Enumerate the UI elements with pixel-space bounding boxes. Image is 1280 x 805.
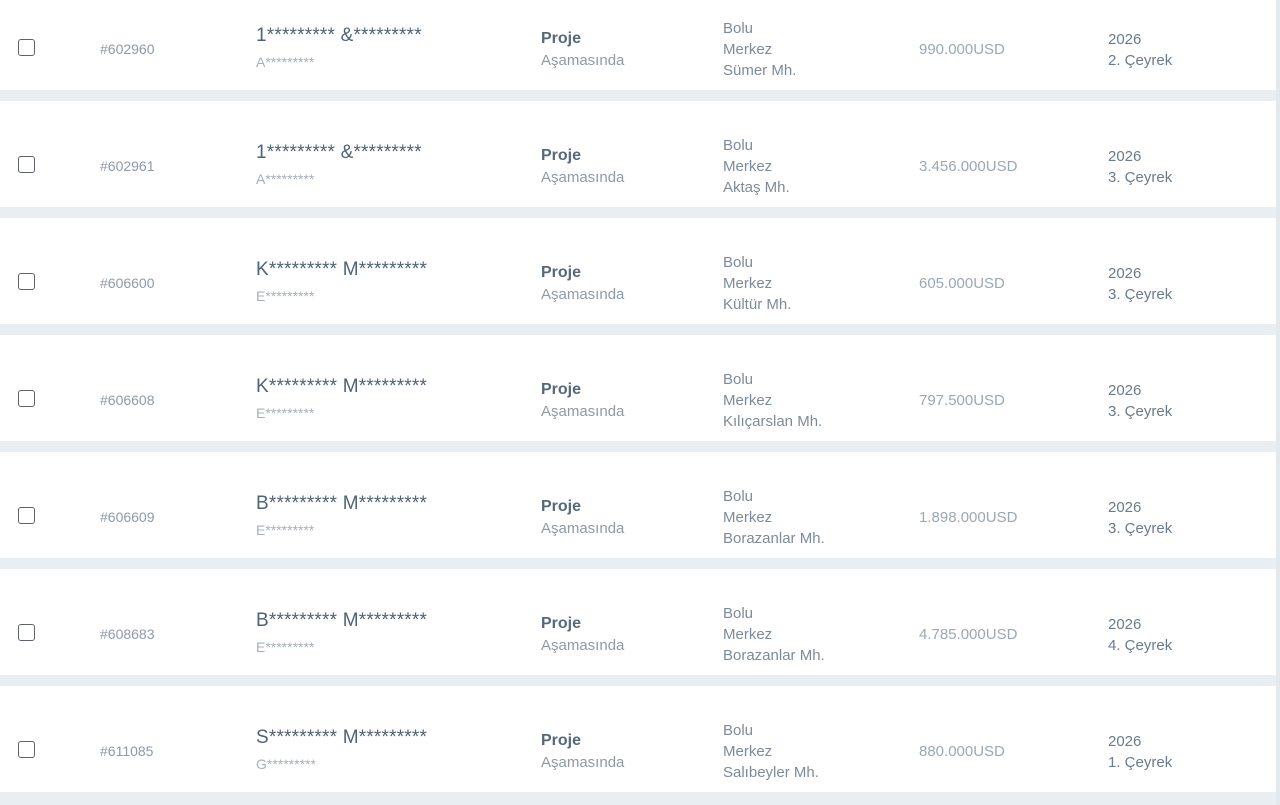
- price: 3.456.000USD: [919, 158, 1018, 175]
- status-label: Proje: [541, 264, 582, 281]
- row-select-checkbox[interactable]: [18, 39, 35, 56]
- price: 880.000USD: [919, 743, 1005, 760]
- price: 4.785.000USD: [919, 626, 1018, 643]
- location-district: Merkez: [723, 275, 773, 292]
- delivery-year: 2026: [1108, 733, 1142, 750]
- table-row[interactable]: [0, 686, 1276, 803]
- location-neighborhood: Sümer Mh.: [723, 62, 797, 79]
- row-divider: [0, 675, 1276, 686]
- table-row[interactable]: [0, 218, 1276, 335]
- table-row[interactable]: [0, 0, 1276, 101]
- row-select-checkbox[interactable]: [18, 507, 35, 524]
- project-name[interactable]: S********* M*********: [256, 727, 428, 748]
- location-district: Merkez: [723, 743, 773, 760]
- listing-id: #606609: [100, 509, 155, 525]
- listing-id: #602961: [100, 158, 155, 174]
- developer-name: E*********: [256, 288, 315, 304]
- delivery-year: 2026: [1108, 148, 1142, 165]
- location-neighborhood: Aktaş Mh.: [723, 179, 790, 196]
- location-city: Bolu: [723, 137, 754, 154]
- row-card: [0, 452, 1276, 558]
- table-row[interactable]: [0, 569, 1276, 686]
- status-detail: Aşamasında: [541, 637, 625, 654]
- developer-name: G*********: [256, 756, 316, 772]
- location-neighborhood: Borazanlar Mh.: [723, 530, 825, 547]
- listing-id: #611085: [100, 743, 154, 759]
- scrollbar-track[interactable]: [1276, 0, 1280, 805]
- delivery-year: 2026: [1108, 265, 1142, 282]
- row-select-checkbox[interactable]: [18, 156, 35, 173]
- delivery-year: 2026: [1108, 31, 1142, 48]
- developer-name: E*********: [256, 405, 315, 421]
- row-card: [0, 686, 1276, 792]
- location-neighborhood: Kültür Mh.: [723, 296, 792, 313]
- status-detail: Aşamasında: [541, 286, 625, 303]
- location-district: Merkez: [723, 158, 773, 175]
- row-divider: [0, 558, 1276, 569]
- delivery-quarter: 4. Çeyrek: [1108, 637, 1173, 654]
- status-detail: Aşamasında: [541, 403, 625, 420]
- status-detail: Aşamasında: [541, 52, 625, 69]
- row-select-checkbox[interactable]: [18, 624, 35, 641]
- row-divider: [0, 207, 1276, 218]
- listing-id: #602960: [100, 41, 155, 57]
- row-divider: [0, 324, 1276, 335]
- row-divider: [0, 441, 1276, 452]
- delivery-quarter: 1. Çeyrek: [1108, 754, 1173, 771]
- delivery-year: 2026: [1108, 382, 1142, 399]
- price: 1.898.000USD: [919, 509, 1018, 526]
- delivery-year: 2026: [1108, 616, 1142, 633]
- location-district: Merkez: [723, 392, 773, 409]
- status-label: Proje: [541, 732, 582, 749]
- location-district: Merkez: [723, 626, 773, 643]
- location-neighborhood: Borazanlar Mh.: [723, 647, 825, 664]
- location-district: Merkez: [723, 41, 773, 58]
- developer-name: E*********: [256, 639, 315, 655]
- row-card: [0, 335, 1276, 441]
- status-label: Proje: [541, 498, 582, 515]
- table-row[interactable]: [0, 335, 1276, 452]
- status-label: Proje: [541, 381, 582, 398]
- row-divider: [0, 90, 1276, 101]
- status-label: Proje: [541, 615, 582, 632]
- status-detail: Aşamasında: [541, 169, 625, 186]
- location-neighborhood: Salıbeyler Mh.: [723, 764, 819, 781]
- delivery-quarter: 3. Çeyrek: [1108, 403, 1173, 420]
- status-label: Proje: [541, 147, 582, 164]
- row-card: [0, 0, 1276, 90]
- location-district: Merkez: [723, 509, 773, 526]
- status-label: Proje: [541, 30, 582, 47]
- price: 797.500USD: [919, 392, 1005, 409]
- row-select-checkbox[interactable]: [18, 741, 35, 758]
- project-name[interactable]: K********* M*********: [256, 259, 428, 280]
- row-select-checkbox[interactable]: [18, 273, 35, 290]
- row-select-checkbox[interactable]: [18, 390, 35, 407]
- delivery-quarter: 3. Çeyrek: [1108, 286, 1173, 303]
- row-card: [0, 569, 1276, 675]
- status-detail: Aşamasında: [541, 520, 625, 537]
- table-row[interactable]: [0, 452, 1276, 569]
- row-card: [0, 101, 1276, 207]
- listing-id: #608683: [100, 626, 155, 642]
- location-city: Bolu: [723, 20, 754, 37]
- developer-name: A*********: [256, 171, 315, 187]
- location-city: Bolu: [723, 605, 754, 622]
- delivery-quarter: 2. Çeyrek: [1108, 52, 1173, 69]
- table-row[interactable]: [0, 101, 1276, 218]
- location-city: Bolu: [723, 371, 754, 388]
- listing-id: #606600: [100, 275, 155, 291]
- location-city: Bolu: [723, 488, 754, 505]
- listing-id: #606608: [100, 392, 155, 408]
- developer-name: E*********: [256, 522, 315, 538]
- project-name[interactable]: 1********* &*********: [256, 142, 422, 163]
- location-city: Bolu: [723, 254, 754, 271]
- delivery-quarter: 3. Çeyrek: [1108, 520, 1173, 537]
- row-card: [0, 218, 1276, 324]
- location-neighborhood: Kılıçarslan Mh.: [723, 413, 823, 430]
- row-divider: [0, 792, 1276, 803]
- project-name[interactable]: B********* M*********: [256, 610, 428, 631]
- delivery-quarter: 3. Çeyrek: [1108, 169, 1173, 186]
- project-name[interactable]: 1********* &*********: [256, 25, 422, 46]
- delivery-year: 2026: [1108, 499, 1142, 516]
- price: 990.000USD: [919, 41, 1005, 58]
- status-detail: Aşamasında: [541, 754, 625, 771]
- project-name[interactable]: B********* M*********: [256, 493, 428, 514]
- price: 605.000USD: [919, 275, 1005, 292]
- location-city: Bolu: [723, 722, 754, 739]
- project-name[interactable]: K********* M*********: [256, 376, 428, 397]
- developer-name: A*********: [256, 54, 315, 70]
